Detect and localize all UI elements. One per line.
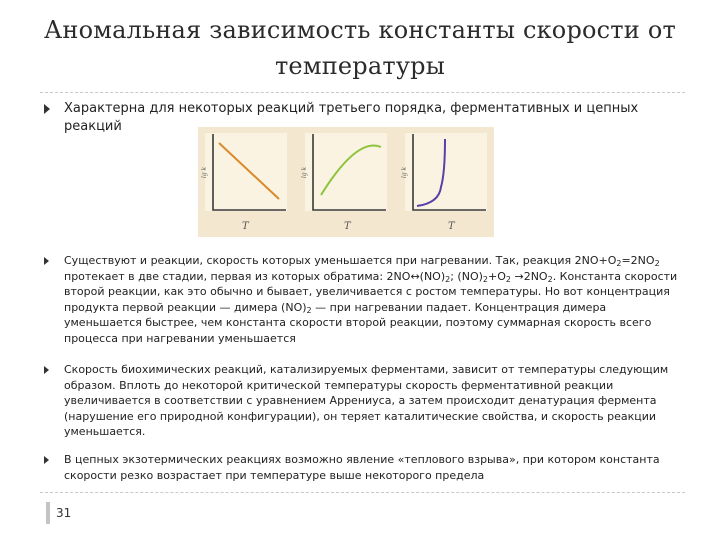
graph-peak: [305, 133, 387, 211]
page-marker: [46, 502, 50, 524]
graph-panel-peak: [301, 133, 387, 211]
bullet-arrow-icon: [44, 104, 50, 114]
bullet-text-3: Скорость биохимических реакций, катализируемых ферментами, зависит от температуры следующим образом. Вплоть до некоторой критической температуры скорость ферментативной реакции увеличивается в соответствии с уравнением Аррениуса, а затем происходит денатурация фермента (нарушение его природной конфигурации), он теряет каталитические свойства, и скорость реакции уменьшается.: [64, 363, 669, 438]
bullet-text-2: Существуют и реакции, скорость которых уменьшается при нагревании. Так, реакция $2NO+O_2=2NO_2$ протекает в две стадии, первая из которых обратима: $2NO\leftrightarrow(NO)_2$; $(NO)_2+O_2 \to 2NO_2$. Константа скорости второй реакции, как это обычно и бывает, увеличивается с ростом температуры. Но вот концентрация продукта первой реакции — димера $(NO)_2$ — при нагревании падает. Концентрация димера уменьшается быстрее, чем константа скорости второй реакции, поэтому суммарная скорость всего процесса при нагревании уменьшается: [64, 254, 678, 345]
slide-title: Аномальная зависимость константы скорости от температуры: [44, 16, 676, 80]
graph-panel-explosive: [401, 133, 487, 211]
graph-explosive: [405, 133, 487, 211]
bullet-text-1: Характерна для некоторых реакций третьего порядка, ферментативных и цепных реакций: [64, 101, 639, 134]
y-axis-label: lg k: [201, 166, 209, 179]
footer-divider: [40, 492, 685, 493]
bullet-arrow-icon: [44, 257, 49, 265]
x-axis-label: T: [344, 221, 351, 232]
graph-panel-decreasing: [201, 133, 287, 211]
x-axis-label: T: [242, 221, 249, 232]
page-number: 31: [56, 506, 72, 520]
bullet-arrow-icon: [44, 366, 49, 374]
bullet-text-4: В цепных экзотермических реакциях возможно явление «теплового взрыва», при котором константа скорости резко возрастает при температуре выше некоторого предела: [64, 453, 660, 482]
rate-constant-figure: [198, 127, 494, 237]
y-axis-label: lg k: [401, 166, 409, 179]
graph-decreasing: [205, 133, 287, 211]
y-axis-label: lg k: [301, 166, 309, 179]
x-axis-label: T: [448, 221, 455, 232]
bullet-arrow-icon: [44, 456, 49, 464]
title-divider: [40, 92, 685, 93]
